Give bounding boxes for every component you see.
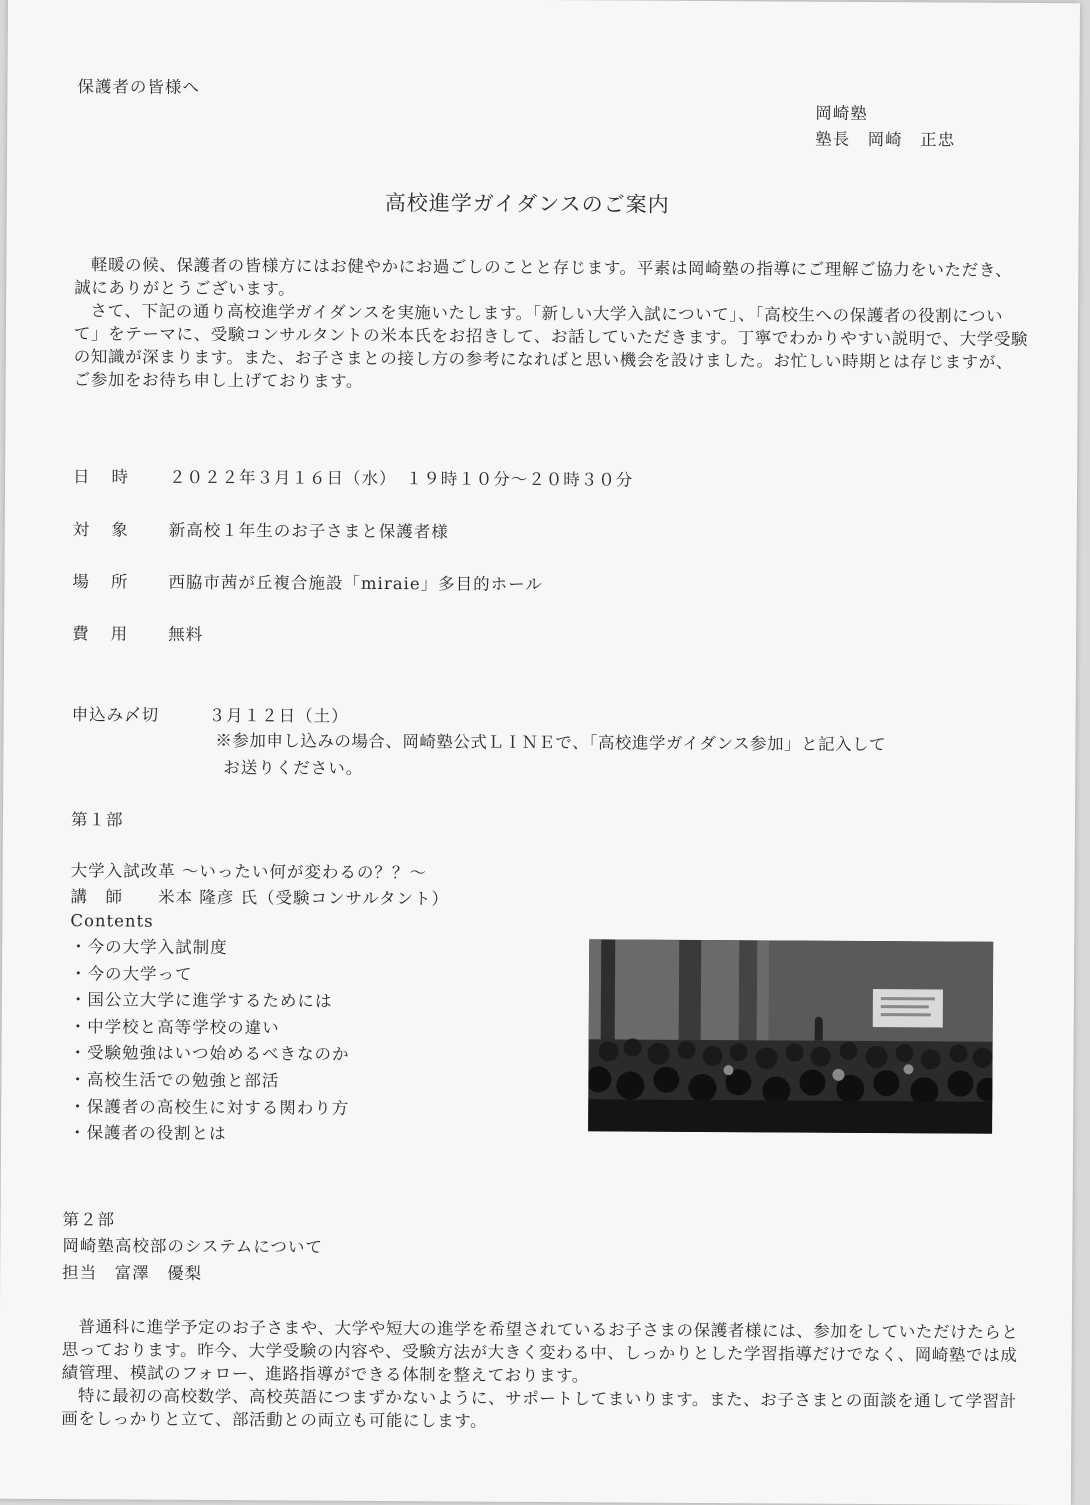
list-item: ・ 今の大学って	[70, 961, 350, 989]
deadline-note-line2: お送りください。	[223, 758, 364, 778]
part2-topic: 岡崎塾高校部のシステムについて	[62, 1236, 323, 1257]
detail-label: 日時	[73, 467, 151, 487]
list-item: ・ 保護者の役割とは	[69, 1120, 349, 1148]
part1-heading: 第１部	[70, 810, 124, 830]
deadline-date: ３月１２日（土）	[208, 705, 349, 726]
detail-label: 場所	[72, 572, 150, 592]
addressee: 保護者の皆様へ	[77, 77, 201, 97]
deadline-label: 申込み〆切	[71, 705, 160, 725]
detail-value: ２０２２年３月１６日（水） １９時１０分～２０時３０分	[169, 467, 634, 490]
closing-text	[61, 1315, 1030, 1436]
detail-value: 無料	[168, 624, 204, 644]
detail-label: 費用	[72, 624, 150, 644]
detail-value: 新高校１年生のお子さまと保護者様	[168, 520, 449, 542]
contents-label: Contents	[70, 911, 154, 931]
deadline-note-line1: ※参加申し込みの場合、岡崎塾公式ＬＩＮＥで、「高校進学ガイダンス参加」と記入して	[215, 731, 887, 755]
list-item: ・ 受験勉強はいつ始めるべきなのか	[69, 1040, 349, 1068]
closing-paragraph-1: 普通科に進学予定のお子さまや、大学や短大の進学を希望されているお子さまの保護者様には、参加をしていただけたらと思っております。昨今、大学受験の内容や、受験方法が大きく変わる中、しっかりとした学習指導だけでなく、岡崎塾では成績管理、模試のフォロー、進路指導ができる体制を整えております。	[61, 1317, 1019, 1386]
list-item: ・ 高校生活での勉強と部活	[69, 1067, 349, 1095]
intro-paragraph-1: 軽暖の候、保護者の皆様方にはお健やかにお過ごしのことと存じます。平素は岡崎塾の指導にご理解ご協力をいただき、誠にありがとうございます。	[74, 255, 1013, 299]
page-title: 高校進学ガイダンスのご案内	[384, 191, 670, 217]
part1-lecturer: 講 師 米本 隆彦 氏（受験コンサルタント）	[70, 887, 450, 909]
sender-org: 岡崎塾	[815, 103, 868, 123]
seminar-photo	[588, 939, 993, 1133]
part2-staff: 担当 富澤 優梨	[62, 1263, 203, 1283]
seminar-photo-illustration	[588, 939, 993, 1133]
detail-fee	[72, 620, 203, 645]
detail-target	[73, 516, 449, 542]
list-item: ・ 今の大学入試制度	[70, 934, 350, 962]
list-item: ・ 国公立大学に進学するためには	[70, 987, 350, 1015]
list-item: ・ 保護者の高校生に対する関わり方	[69, 1094, 349, 1122]
detail-label: 対象	[72, 520, 150, 540]
detail-place	[72, 568, 543, 595]
intro-paragraph-2: さて、下記の通り高校進学ガイダンスを実施いたします。「新しい大学入試について」、「高校生への保護者の役割について」をテーマに、受験コンサルタントの米本氏をお招きして、お話していただきます。丁寧でわかりやすい説明で、大学受験の知識が深まります。また、お子さまとの接し方の参考になればと思い機会を設けました。お忙しい時期とは存じますが、ご参加をお待ち申し上げております。	[73, 301, 1029, 391]
contents-list	[69, 934, 350, 1148]
intro-text	[74, 253, 1030, 397]
list-item: ・ 中学校と高等学校の違い	[70, 1014, 350, 1042]
detail-value: 西脇市茜が丘複合施設「miraie」多目的ホール	[168, 572, 543, 595]
sender-name: 塾長 岡崎 正忠	[815, 129, 956, 150]
detail-datetime	[73, 463, 633, 490]
part2-heading: 第２部	[62, 1210, 116, 1230]
part1-topic: 大学入試改革 ～いったい何が変わるの？？～	[70, 861, 427, 883]
closing-paragraph-2: 特に最初の高校数学、高校英語につまずかないように、サポートしてまいります。また、お子さまとの面談を通して学習計画をしっかりと立て、部活動との両立も可能にします。	[61, 1386, 1017, 1431]
